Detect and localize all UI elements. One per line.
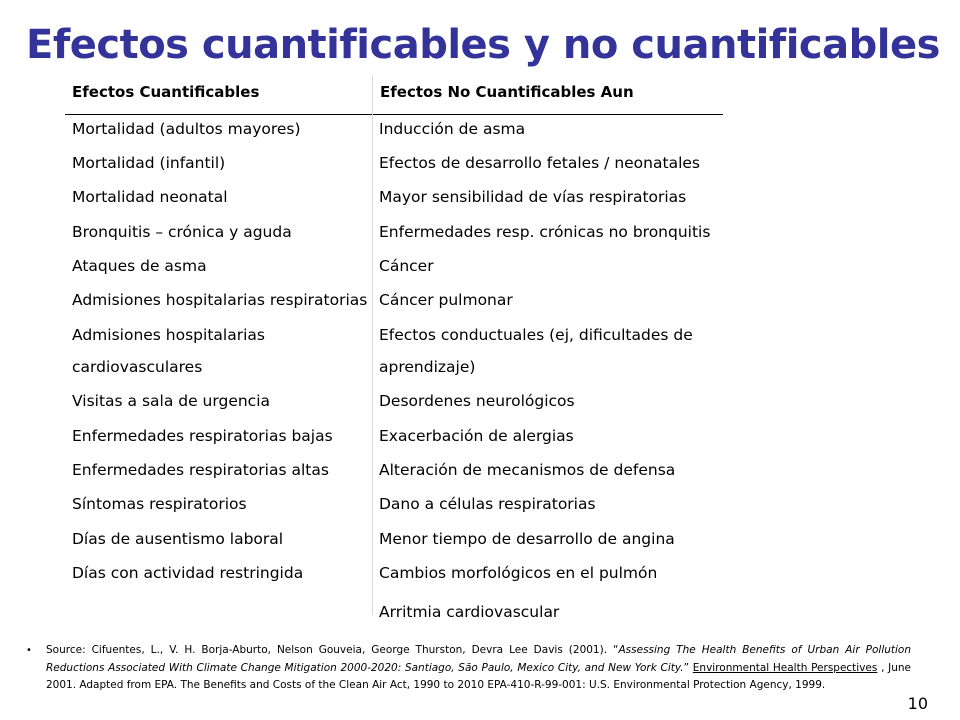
table-row-left: Días con actividad restringida: [72, 564, 304, 582]
table-row-left: Enfermedades respiratorias altas: [72, 461, 329, 479]
table-row-right: Cáncer pulmonar: [379, 291, 513, 309]
citation-journal: Environmental Health Perspectives: [692, 661, 878, 674]
table-row-right: Desordenes neurológicos: [379, 392, 575, 410]
table-row-right: Dano a células respiratorias: [379, 495, 596, 513]
table-row-right: Mayor sensibilidad de vías respiratorias: [379, 188, 687, 206]
table-row-right: aprendizaje): [379, 358, 476, 376]
table-row-right: Cambios morfológicos en el pulmón: [379, 564, 658, 582]
slide-title: Efectos cuantificables y no cuantificables: [26, 22, 940, 68]
citation-authors: Source: Cifuentes, L., V. H. Borja-Aburto, Nelson Gouveia, George Thurston, Devra Lee Davis (2001). “: [46, 644, 619, 656]
header-quantifiable: Efectos Cuantificables: [72, 83, 260, 101]
table-row-left: Días de ausentismo laboral: [72, 530, 284, 548]
table-row-right: Exacerbación de alergias: [379, 427, 574, 445]
table-row-left: Admisiones hospitalarias: [72, 326, 265, 344]
bullet-icon: •: [26, 645, 32, 656]
source-citation: [26, 642, 911, 695]
table-row-left: Visitas a sala de urgencia: [72, 392, 271, 410]
table-row-right: Enfermedades resp. crónicas no bronquitis: [379, 223, 711, 241]
table-row-right: Arritmia cardiovascular: [379, 603, 560, 621]
header-rule: [65, 114, 723, 115]
table-row-left: Admisiones hospitalarias respiratorias: [72, 291, 368, 309]
citation-quote-close: ”: [683, 661, 693, 674]
table-row-left: cardiovasculares: [72, 358, 203, 376]
table-row-left: Mortalidad (adultos mayores): [72, 120, 301, 138]
citation-article-title: Assessing The Health Benefits of Urban Air Pollution Reductions Associated With Climate Change Mitigation 2000-2020: Santiago, São Paulo, Mexico City, and New York City.: [46, 644, 912, 674]
table-row-right: Efectos conductuales (ej, dificultades de: [379, 326, 693, 344]
table-row-left: Enfermedades respiratorias bajas: [72, 427, 333, 445]
table-row-right: Menor tiempo de desarrollo de angina: [379, 530, 675, 548]
table-row-left: Bronquitis – crónica y aguda: [72, 223, 292, 241]
table-row-left: Ataques de asma: [72, 257, 207, 275]
table-row-right: Alteración de mecanismos de defensa: [379, 461, 676, 479]
column-divider: [372, 75, 373, 615]
table-row-right: Cáncer: [379, 257, 434, 275]
table-row-left: Mortalidad (infantil): [72, 154, 226, 172]
citation-details: , June 2001. Adapted from EPA. The Benefits and Costs of the Clean Air Act, 1990 to 2010 EPA-410-R-99-001: U.S. Environmental Protection Agency, 1999.: [46, 661, 911, 691]
table-row-right: Efectos de desarrollo fetales / neonatales: [379, 154, 700, 172]
table-row-right: Inducción de asma: [379, 120, 526, 138]
table-row-left: Síntomas respiratorios: [72, 495, 247, 513]
table-row-left: Mortalidad neonatal: [72, 188, 228, 206]
header-non-quantifiable: Efectos No Cuantificables Aun: [380, 83, 634, 101]
page-number: 10: [907, 694, 928, 713]
